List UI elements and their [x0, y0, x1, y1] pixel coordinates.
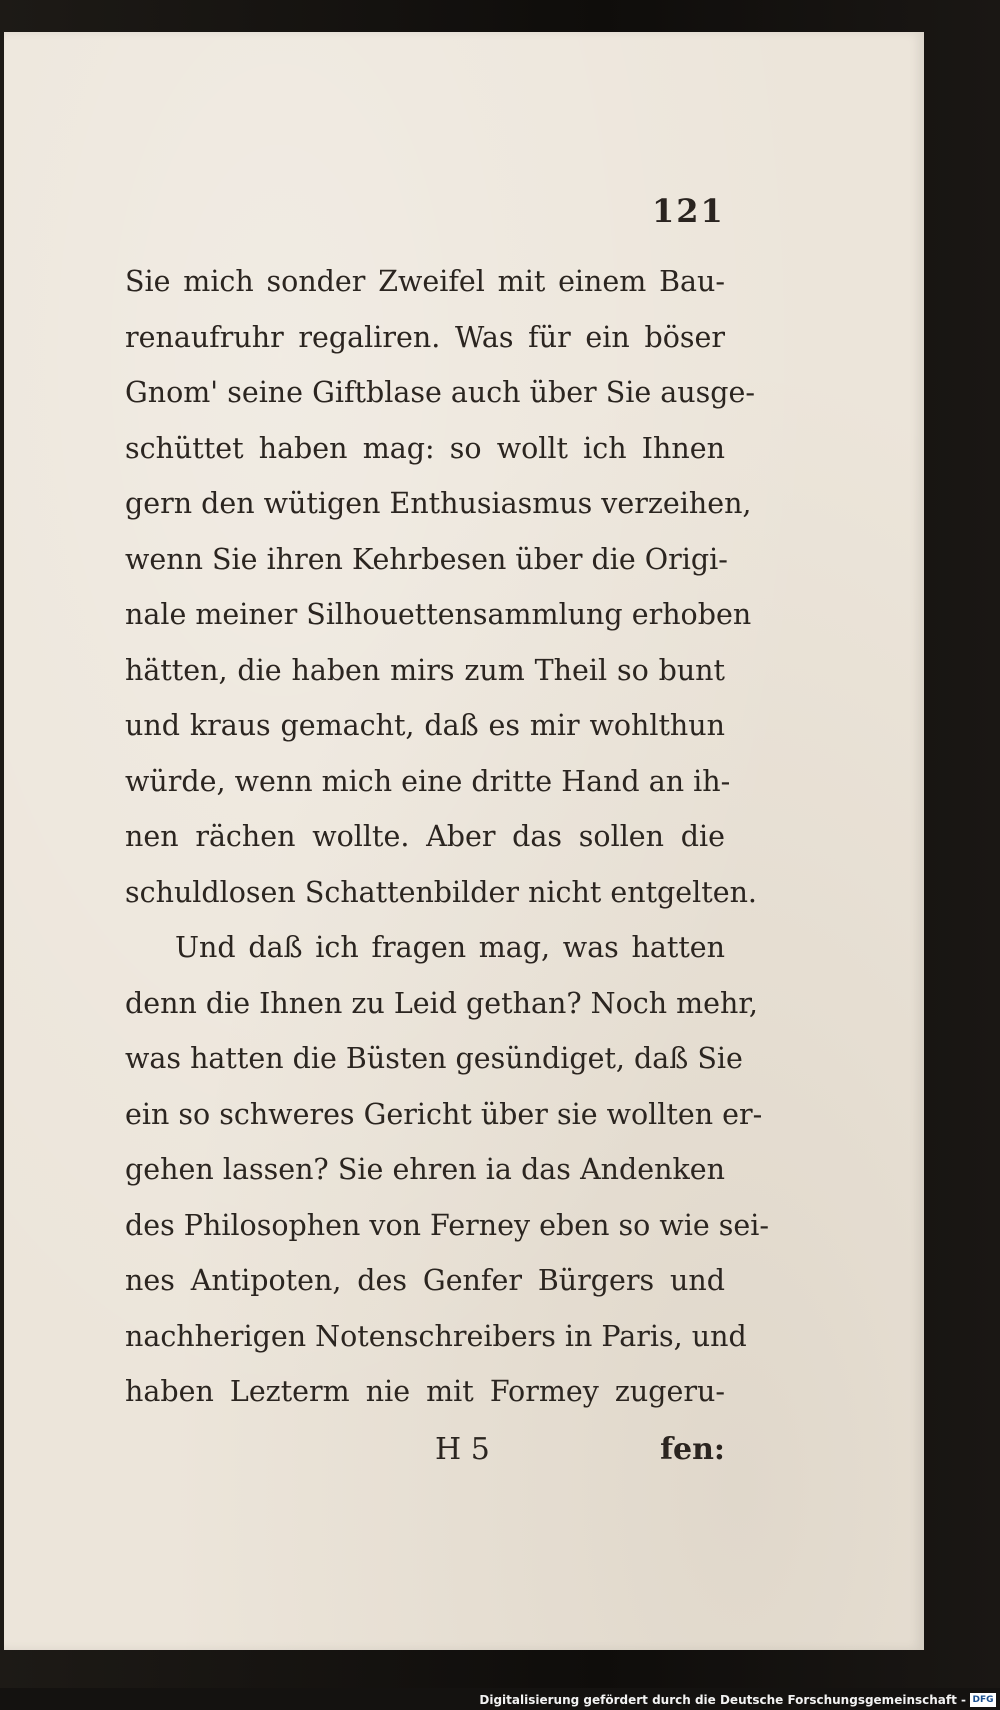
page-number: 121: [652, 192, 725, 230]
text-line: nen rächen wollte. Aber das sollen die: [125, 820, 725, 853]
text-line: würde, wenn mich eine dritte Hand an ih-: [125, 764, 731, 798]
text-line: ein so schweres Gericht über sie wollten er-: [125, 1097, 763, 1131]
catchword: fen:: [660, 1432, 725, 1467]
text-line: gehen lassen? Sie ehren ia das Andenken: [125, 1153, 725, 1186]
text-line: renaufruhr regaliren. Was für ein böser: [125, 320, 725, 354]
text-line: hätten, die haben mirs zum Theil so bunt: [125, 653, 725, 687]
digitization-credit: Digitalisierung gefördert durch die Deutsche Forschungsgemeinschaft -: [479, 1693, 966, 1707]
text-line: und kraus gemacht, daß es mir wohlthun: [125, 709, 725, 742]
text-line: schüttet haben mag: so wollt ich Ihnen: [125, 431, 725, 465]
text-line: denn die Ihnen zu Leid gethan? Noch mehr,: [125, 986, 758, 1020]
dfg-logo-icon: DFG: [970, 1693, 996, 1707]
text-line: des Philosophen von Ferney eben so wie sei-: [125, 1208, 770, 1242]
text-line: Und daß ich fragen mag, was hatten: [175, 931, 725, 964]
text-line: wenn Sie ihren Kehrbesen über die Origi-: [125, 542, 728, 576]
page-footer: [125, 1432, 725, 1482]
credit-bar: [0, 1688, 1000, 1710]
text-line: Sie mich sonder Zweifel mit einem Bau-: [125, 265, 725, 298]
text-line: haben Lezterm nie mit Formey zugeru-: [125, 1375, 725, 1408]
body-text: [125, 254, 770, 1420]
text-line: was hatten die Büsten gesündiget, daß Sie: [125, 1042, 743, 1075]
text-line: nachherigen Notenschreibers in Paris, und: [125, 1319, 747, 1353]
text-line: gern den wütigen Enthusiasmus verzeihen,: [125, 487, 752, 520]
signature-mark: H 5: [435, 1432, 490, 1467]
text-line: Gnom' seine Giftblase auch über Sie ausge-: [125, 376, 756, 409]
text-line: nale meiner Silhouettensammlung erhoben: [125, 598, 752, 631]
text-line: schuldlosen Schattenbilder nicht entgelten.: [125, 875, 757, 909]
text-line: nes Antipoten, des Genfer Bürgers und: [125, 1264, 725, 1297]
book-page: [4, 32, 924, 1650]
